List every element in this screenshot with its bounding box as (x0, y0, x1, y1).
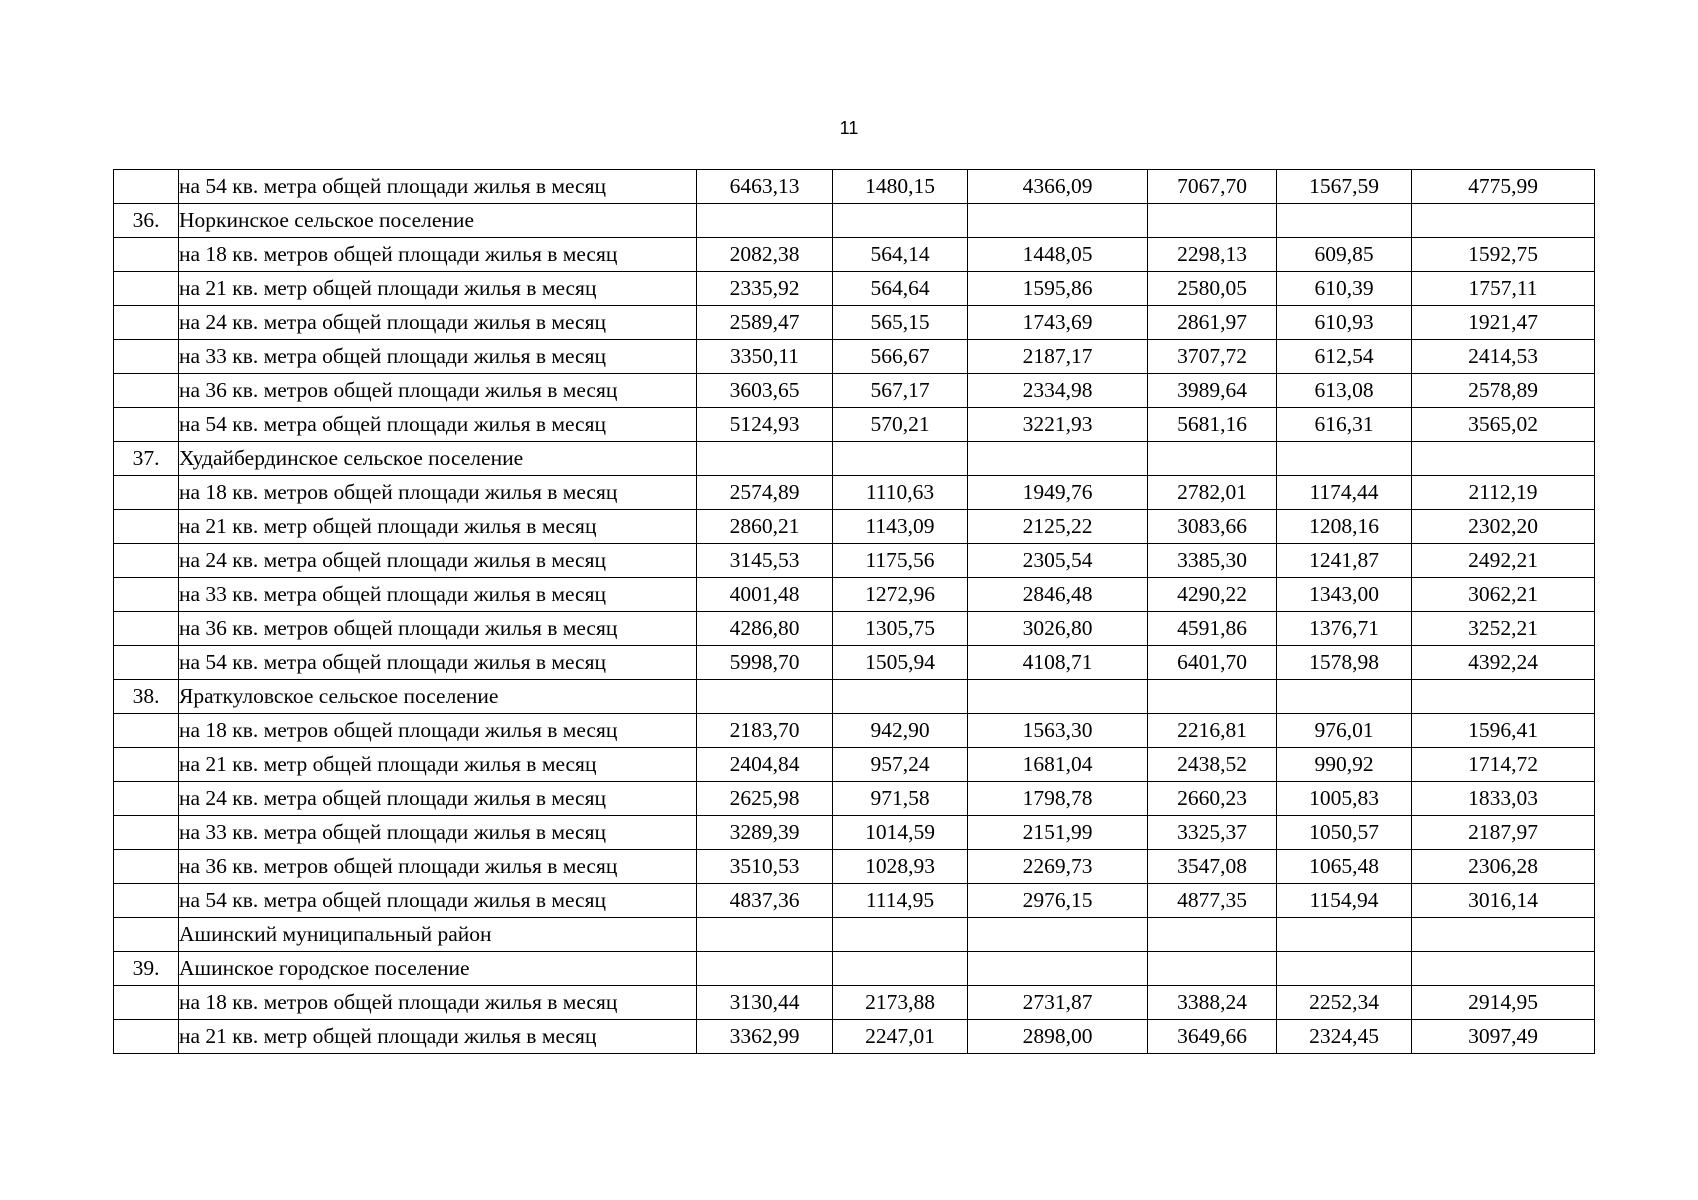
row-label-cell: на 24 кв. метра общей площади жилья в месяц (179, 306, 697, 340)
row-label-cell: на 21 кв. метр общей площади жилья в месяц (179, 272, 697, 306)
value-cell-1: 2625,98 (697, 782, 833, 816)
value-cell-4: 4877,35 (1148, 884, 1277, 918)
value-cell-1: 3145,53 (697, 544, 833, 578)
row-number-cell (114, 510, 179, 544)
value-cell-5: 613,08 (1277, 374, 1412, 408)
table-row (114, 782, 1595, 816)
value-cell-4: 6401,70 (1148, 646, 1277, 680)
row-number-cell (114, 578, 179, 612)
value-cell-5 (1277, 680, 1412, 714)
value-cell-3: 2846,48 (968, 578, 1148, 612)
value-cell-4: 4591,86 (1148, 612, 1277, 646)
value-cell-2: 1110,63 (833, 476, 968, 510)
row-number-cell (114, 340, 179, 374)
value-cell-3: 2187,17 (968, 340, 1148, 374)
value-cell-1 (697, 952, 833, 986)
value-cell-3: 2898,00 (968, 1020, 1148, 1054)
row-number-cell (114, 306, 179, 340)
value-cell-3: 3221,93 (968, 408, 1148, 442)
value-cell-5: 1578,98 (1277, 646, 1412, 680)
table-row (114, 306, 1595, 340)
value-cell-6: 2187,97 (1412, 816, 1595, 850)
value-cell-2: 564,14 (833, 238, 968, 272)
value-cell-3: 2334,98 (968, 374, 1148, 408)
value-cell-6: 2306,28 (1412, 850, 1595, 884)
row-label-cell: Яраткуловское сельское поселение (179, 680, 697, 714)
row-label-cell: на 18 кв. метров общей площади жилья в месяц (179, 986, 697, 1020)
row-label-cell: на 33 кв. метра общей площади жилья в месяц (179, 578, 697, 612)
value-cell-1: 2082,38 (697, 238, 833, 272)
row-number-cell (114, 374, 179, 408)
row-number-cell (114, 544, 179, 578)
value-cell-4 (1148, 918, 1277, 952)
value-cell-1: 3362,99 (697, 1020, 833, 1054)
value-cell-3: 4366,09 (968, 170, 1148, 204)
row-label-cell: на 18 кв. метров общей площади жилья в месяц (179, 714, 697, 748)
table-row (114, 544, 1595, 578)
value-cell-6: 2578,89 (1412, 374, 1595, 408)
row-number-cell (114, 272, 179, 306)
value-cell-4 (1148, 952, 1277, 986)
table-row (114, 442, 1595, 476)
value-cell-2: 1175,56 (833, 544, 968, 578)
value-cell-1: 2183,70 (697, 714, 833, 748)
row-number-cell (114, 408, 179, 442)
table-row (114, 510, 1595, 544)
value-cell-6: 1921,47 (1412, 306, 1595, 340)
value-cell-3: 1949,76 (968, 476, 1148, 510)
value-cell-4: 3989,64 (1148, 374, 1277, 408)
value-cell-6: 2302,20 (1412, 510, 1595, 544)
value-cell-2: 1143,09 (833, 510, 968, 544)
table-row (114, 204, 1595, 238)
value-cell-4: 3325,37 (1148, 816, 1277, 850)
row-label-cell: на 33 кв. метра общей площади жилья в месяц (179, 816, 697, 850)
value-cell-2: 567,17 (833, 374, 968, 408)
value-cell-3: 1563,30 (968, 714, 1148, 748)
value-cell-1 (697, 204, 833, 238)
value-cell-2: 1305,75 (833, 612, 968, 646)
value-cell-6: 3252,21 (1412, 612, 1595, 646)
value-cell-2: 1014,59 (833, 816, 968, 850)
value-cell-4: 3707,72 (1148, 340, 1277, 374)
row-label-cell: на 36 кв. метров общей площади жилья в месяц (179, 374, 697, 408)
row-label-cell: на 18 кв. метров общей площади жилья в месяц (179, 476, 697, 510)
value-cell-6: 3016,14 (1412, 884, 1595, 918)
value-cell-4 (1148, 442, 1277, 476)
value-cell-3: 3026,80 (968, 612, 1148, 646)
value-cell-1: 6463,13 (697, 170, 833, 204)
value-cell-2: 957,24 (833, 748, 968, 782)
table-row (114, 408, 1595, 442)
value-cell-2 (833, 918, 968, 952)
table-body (114, 170, 1595, 1054)
value-cell-6: 2414,53 (1412, 340, 1595, 374)
value-cell-5: 1343,00 (1277, 578, 1412, 612)
table-row (114, 340, 1595, 374)
table-row (114, 476, 1595, 510)
value-cell-6: 1596,41 (1412, 714, 1595, 748)
row-label-cell: на 36 кв. метров общей площади жилья в месяц (179, 612, 697, 646)
row-label-cell: на 18 кв. метров общей площади жилья в месяц (179, 238, 697, 272)
row-label-cell: на 24 кв. метра общей площади жилья в месяц (179, 782, 697, 816)
value-cell-1: 3350,11 (697, 340, 833, 374)
value-cell-2 (833, 442, 968, 476)
value-cell-2: 1272,96 (833, 578, 968, 612)
row-number-cell (114, 612, 179, 646)
value-cell-2 (833, 952, 968, 986)
value-cell-1: 2860,21 (697, 510, 833, 544)
value-cell-5 (1277, 952, 1412, 986)
value-cell-1: 5124,93 (697, 408, 833, 442)
row-label-cell: на 24 кв. метра общей площади жилья в месяц (179, 544, 697, 578)
table-row (114, 918, 1595, 952)
value-cell-6: 3097,49 (1412, 1020, 1595, 1054)
row-label-cell: Норкинское сельское поселение (179, 204, 697, 238)
value-cell-5: 1154,94 (1277, 884, 1412, 918)
value-cell-4: 3388,24 (1148, 986, 1277, 1020)
value-cell-4 (1148, 680, 1277, 714)
value-cell-4: 2861,97 (1148, 306, 1277, 340)
value-cell-2: 2247,01 (833, 1020, 968, 1054)
value-cell-6: 2112,19 (1412, 476, 1595, 510)
value-cell-5 (1277, 204, 1412, 238)
value-cell-2: 942,90 (833, 714, 968, 748)
value-cell-5 (1277, 918, 1412, 952)
row-number-cell: 37. (114, 442, 179, 476)
value-cell-4: 2438,52 (1148, 748, 1277, 782)
value-cell-6: 2914,95 (1412, 986, 1595, 1020)
value-cell-5: 990,92 (1277, 748, 1412, 782)
value-cell-5: 610,93 (1277, 306, 1412, 340)
value-cell-1: 2335,92 (697, 272, 833, 306)
value-cell-1: 3603,65 (697, 374, 833, 408)
value-cell-3 (968, 204, 1148, 238)
row-number-cell (114, 782, 179, 816)
value-cell-4: 2298,13 (1148, 238, 1277, 272)
row-number-cell (114, 816, 179, 850)
table-row (114, 272, 1595, 306)
row-label-cell: на 54 кв. метра общей площади жилья в месяц (179, 408, 697, 442)
page-number: 11 (839, 118, 859, 138)
value-cell-3: 1681,04 (968, 748, 1148, 782)
row-number-cell: 39. (114, 952, 179, 986)
value-cell-1: 4837,36 (697, 884, 833, 918)
value-cell-4: 3385,30 (1148, 544, 1277, 578)
value-cell-5: 2252,34 (1277, 986, 1412, 1020)
value-cell-4: 2216,81 (1148, 714, 1277, 748)
value-cell-1 (697, 918, 833, 952)
table-row (114, 816, 1595, 850)
value-cell-6: 2492,21 (1412, 544, 1595, 578)
value-cell-6: 1714,72 (1412, 748, 1595, 782)
table-row (114, 748, 1595, 782)
row-label-cell: на 21 кв. метр общей площади жилья в месяц (179, 1020, 697, 1054)
value-cell-5: 1005,83 (1277, 782, 1412, 816)
value-cell-5: 976,01 (1277, 714, 1412, 748)
row-number-cell (114, 986, 179, 1020)
value-cell-1: 2589,47 (697, 306, 833, 340)
value-cell-6: 1757,11 (1412, 272, 1595, 306)
value-cell-3: 1595,86 (968, 272, 1148, 306)
value-cell-3 (968, 952, 1148, 986)
row-label-cell: на 21 кв. метр общей площади жилья в месяц (179, 510, 697, 544)
row-number-cell (114, 850, 179, 884)
row-label-cell: Ашинский муниципальный район (179, 918, 697, 952)
table-row (114, 714, 1595, 748)
value-cell-5: 610,39 (1277, 272, 1412, 306)
value-cell-5: 1208,16 (1277, 510, 1412, 544)
table-row (114, 952, 1595, 986)
value-cell-3: 2125,22 (968, 510, 1148, 544)
value-cell-2: 971,58 (833, 782, 968, 816)
table-row (114, 1020, 1595, 1054)
row-number-cell (114, 714, 179, 748)
value-cell-2: 1480,15 (833, 170, 968, 204)
value-cell-2: 565,15 (833, 306, 968, 340)
value-cell-5: 1174,44 (1277, 476, 1412, 510)
row-label-cell: Худайбердинское сельское поселение (179, 442, 697, 476)
table-row (114, 646, 1595, 680)
value-cell-3: 2305,54 (968, 544, 1148, 578)
row-label-cell: Ашинское городское поселение (179, 952, 697, 986)
row-label-cell: на 54 кв. метра общей площади жилья в месяц (179, 170, 697, 204)
value-cell-1: 3510,53 (697, 850, 833, 884)
value-cell-6 (1412, 952, 1595, 986)
value-cell-6: 3565,02 (1412, 408, 1595, 442)
value-cell-3: 2731,87 (968, 986, 1148, 1020)
row-label-cell: на 54 кв. метра общей площади жилья в месяц (179, 884, 697, 918)
value-cell-4: 3649,66 (1148, 1020, 1277, 1054)
value-cell-2: 1505,94 (833, 646, 968, 680)
value-cell-2: 570,21 (833, 408, 968, 442)
table-row (114, 578, 1595, 612)
table-row (114, 680, 1595, 714)
table-row (114, 238, 1595, 272)
value-cell-6: 1592,75 (1412, 238, 1595, 272)
value-cell-3 (968, 918, 1148, 952)
row-number-cell (114, 238, 179, 272)
value-cell-1: 3130,44 (697, 986, 833, 1020)
value-cell-1: 4001,48 (697, 578, 833, 612)
value-cell-5: 1567,59 (1277, 170, 1412, 204)
value-cell-4: 2782,01 (1148, 476, 1277, 510)
value-cell-5: 612,54 (1277, 340, 1412, 374)
value-cell-2: 1114,95 (833, 884, 968, 918)
value-cell-3 (968, 680, 1148, 714)
table-row (114, 884, 1595, 918)
value-cell-5: 1065,48 (1277, 850, 1412, 884)
value-cell-1: 2574,89 (697, 476, 833, 510)
value-cell-6: 4392,24 (1412, 646, 1595, 680)
row-number-cell (114, 918, 179, 952)
value-cell-4 (1148, 204, 1277, 238)
table-row (114, 850, 1595, 884)
value-cell-6 (1412, 680, 1595, 714)
value-cell-5: 609,85 (1277, 238, 1412, 272)
value-cell-5: 616,31 (1277, 408, 1412, 442)
table-row (114, 374, 1595, 408)
row-label-cell: на 21 кв. метр общей площади жилья в месяц (179, 748, 697, 782)
row-label-cell: на 54 кв. метра общей площади жилья в месяц (179, 646, 697, 680)
table-row (114, 986, 1595, 1020)
value-cell-3: 2976,15 (968, 884, 1148, 918)
table-row (114, 612, 1595, 646)
value-cell-6 (1412, 918, 1595, 952)
value-cell-2 (833, 204, 968, 238)
value-cell-6 (1412, 204, 1595, 238)
value-cell-4: 3083,66 (1148, 510, 1277, 544)
value-cell-6: 4775,99 (1412, 170, 1595, 204)
value-cell-6: 1833,03 (1412, 782, 1595, 816)
row-label-cell: на 36 кв. метров общей площади жилья в месяц (179, 850, 697, 884)
value-cell-3: 1743,69 (968, 306, 1148, 340)
value-cell-3: 2151,99 (968, 816, 1148, 850)
value-cell-1 (697, 680, 833, 714)
value-cell-5: 2324,45 (1277, 1020, 1412, 1054)
row-number-cell (114, 1020, 179, 1054)
row-number-cell (114, 476, 179, 510)
value-cell-2: 2173,88 (833, 986, 968, 1020)
value-cell-5 (1277, 442, 1412, 476)
tariff-table (113, 169, 1595, 1054)
value-cell-6: 3062,21 (1412, 578, 1595, 612)
row-number-cell: 38. (114, 680, 179, 714)
value-cell-4: 2660,23 (1148, 782, 1277, 816)
value-cell-5: 1050,57 (1277, 816, 1412, 850)
value-cell-4: 3547,08 (1148, 850, 1277, 884)
value-cell-5: 1376,71 (1277, 612, 1412, 646)
value-cell-4: 4290,22 (1148, 578, 1277, 612)
value-cell-3: 2269,73 (968, 850, 1148, 884)
value-cell-3: 4108,71 (968, 646, 1148, 680)
value-cell-5: 1241,87 (1277, 544, 1412, 578)
table-row (114, 170, 1595, 204)
value-cell-2 (833, 680, 968, 714)
value-cell-2: 1028,93 (833, 850, 968, 884)
value-cell-2: 566,67 (833, 340, 968, 374)
value-cell-3: 1448,05 (968, 238, 1148, 272)
value-cell-1: 2404,84 (697, 748, 833, 782)
value-cell-3: 1798,78 (968, 782, 1148, 816)
value-cell-3 (968, 442, 1148, 476)
row-number-cell (114, 748, 179, 782)
value-cell-6 (1412, 442, 1595, 476)
row-number-cell (114, 884, 179, 918)
row-number-cell (114, 170, 179, 204)
value-cell-4: 2580,05 (1148, 272, 1277, 306)
row-label-cell: на 33 кв. метра общей площади жилья в месяц (179, 340, 697, 374)
value-cell-1 (697, 442, 833, 476)
row-number-cell (114, 646, 179, 680)
value-cell-2: 564,64 (833, 272, 968, 306)
row-number-cell: 36. (114, 204, 179, 238)
value-cell-4: 5681,16 (1148, 408, 1277, 442)
value-cell-1: 3289,39 (697, 816, 833, 850)
value-cell-4: 7067,70 (1148, 170, 1277, 204)
value-cell-1: 5998,70 (697, 646, 833, 680)
value-cell-1: 4286,80 (697, 612, 833, 646)
